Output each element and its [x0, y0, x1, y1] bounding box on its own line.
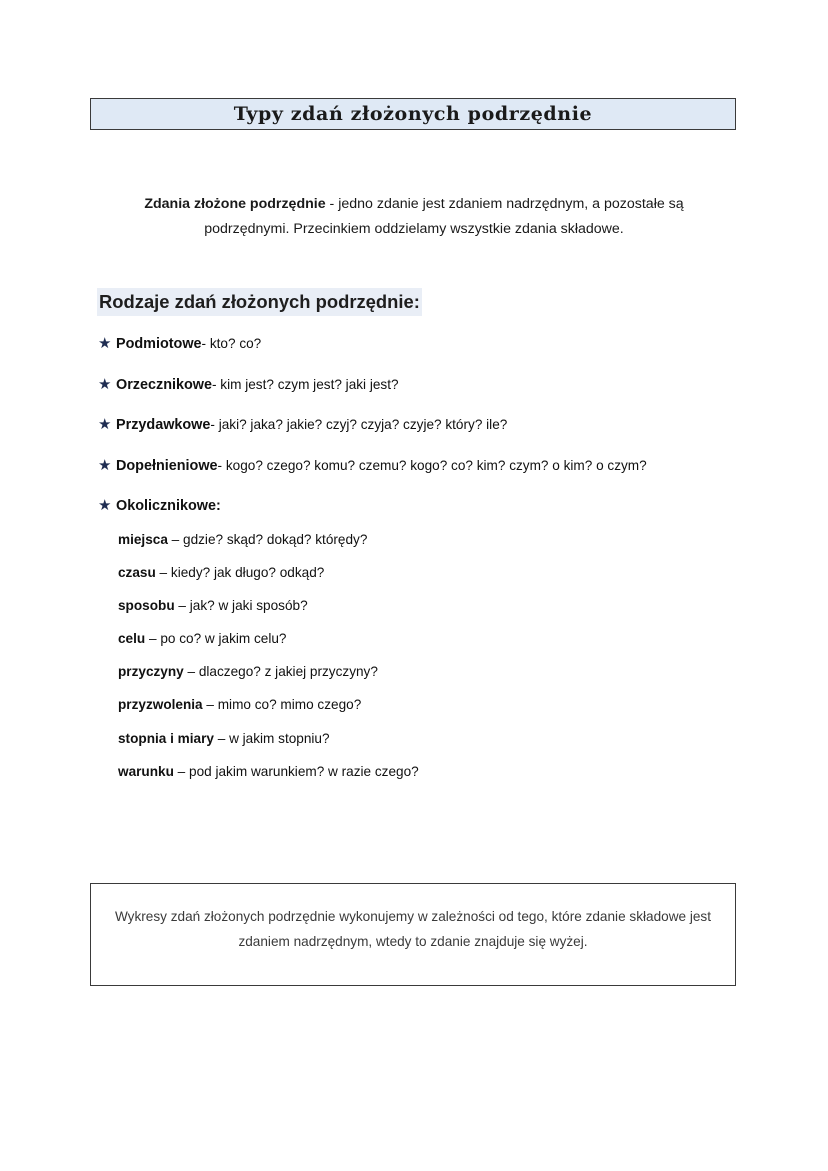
list-item	[118, 595, 419, 628]
subtype-name: przyczyny	[118, 664, 184, 680]
list-item	[118, 529, 419, 562]
subtype-questions: – mimo co? mimo czego?	[202, 697, 362, 713]
type-questions: - kto? co?	[201, 336, 262, 351]
list-item	[118, 661, 419, 694]
type-name: Podmiotowe	[116, 336, 202, 352]
list-item	[118, 761, 419, 794]
type-questions: - kim jest? czym jest? jaki jest?	[211, 376, 399, 392]
subtype-questions: – kiedy? jak długo? odkąd?	[155, 565, 325, 581]
list-item	[118, 728, 419, 761]
circumstantial-list	[118, 529, 419, 794]
subtype-name: stopnia i miary	[118, 730, 214, 746]
list-item	[118, 628, 419, 661]
subtype-questions: – jak? w jaki sposób?	[174, 598, 308, 614]
definition-term: Zdania złożone podrzędnie	[144, 196, 326, 213]
subtype-questions: – gdzie? skąd? dokąd? którędy?	[167, 532, 368, 547]
subtype-name: przyzwolenia	[118, 697, 203, 713]
page-title: Typy zdań złożonych podrzędnie	[233, 103, 593, 125]
definition-paragraph	[110, 192, 718, 242]
subtype-questions: – w jakim stopniu?	[213, 730, 330, 746]
definition-text: - jedno zdanie jest zdaniem nadrzędnym, a pozostałe są podrzędnymi. Przecinkiem oddzielamy wszystkie zdania składowe.	[204, 196, 684, 238]
type-name: Przydawkowe	[116, 417, 211, 433]
type-name: Dopełnieniowe	[116, 457, 218, 474]
subtype-name: miejsca	[118, 532, 168, 547]
type-questions: - jaki? jaka? jakie? czyj? czyja? czyje? który? ile?	[210, 417, 508, 432]
subtype-name: czasu	[118, 565, 156, 581]
list-item	[98, 333, 647, 374]
star-icon: ★	[98, 497, 112, 514]
title-banner	[90, 98, 736, 130]
subtype-questions: – po co? w jakim celu?	[145, 631, 287, 647]
section-heading: Rodzaje zdań złożonych podrzędnie:	[97, 288, 422, 316]
subtype-name: warunku	[118, 763, 174, 779]
subtype-name: sposobu	[118, 598, 175, 614]
note-box	[90, 883, 736, 986]
star-icon: ★	[98, 375, 112, 393]
sentence-type-list	[98, 333, 647, 536]
type-name: Orzecznikowe	[116, 376, 212, 393]
type-name: Okolicznikowe:	[116, 498, 221, 514]
type-questions: - kogo? czego? komu? czemu? kogo? co? kim? czym? o kim? o czym?	[217, 457, 647, 473]
list-item	[118, 562, 419, 595]
star-icon: ★	[98, 416, 112, 433]
note-text: Wykresy zdań złożonych podrzędnie wykonujemy w zależności od tego, które zdanie składowe jest zdaniem nadrzędnym, wtedy to zdanie znajduje się wyżej.	[114, 909, 712, 949]
list-item	[118, 694, 419, 727]
subtype-questions: – pod jakim warunkiem? w razie czego?	[173, 763, 419, 779]
star-icon: ★	[98, 335, 112, 352]
subtype-name: celu	[118, 631, 146, 647]
list-item	[98, 414, 647, 455]
list-item	[98, 374, 647, 415]
subtype-questions: – dlaczego? z jakiej przyczyny?	[183, 664, 378, 680]
list-item	[98, 455, 647, 496]
star-icon: ★	[98, 456, 112, 474]
